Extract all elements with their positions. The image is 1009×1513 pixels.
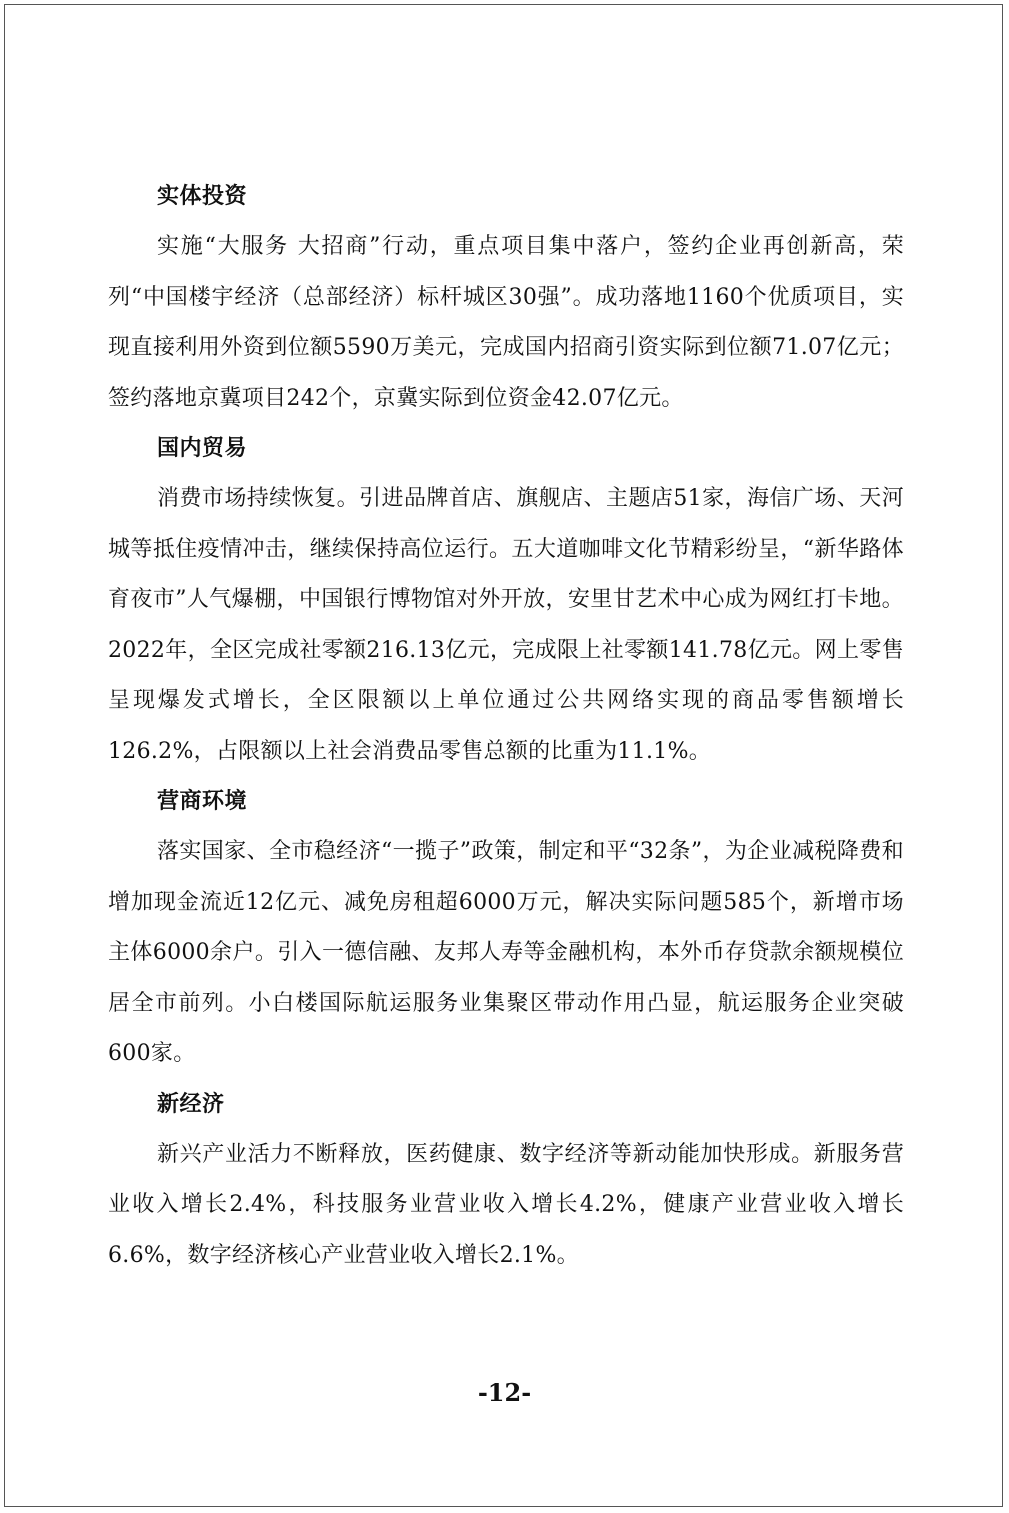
document-body: [108, 172, 904, 1281]
section-heading-physical-investment: 实体投资: [157, 184, 248, 209]
paragraph-new-economy: 新兴产业活力不断释放，医药健康、数字经济等新动能加快形成。新服务营业收入增长2.4%，科技服务业营业收入增长4.2%，健康产业营业收入增长6.6%，数字经济核心产业营业收入增长2.1%。: [108, 1141, 904, 1268]
page-number: -12-: [477, 1378, 532, 1407]
paragraph-physical-investment: 实施“大服务 大招商”行动，重点项目集中落户，签约企业再创新高，荣列“中国楼宇经济（总部经济）标杆城区30强”。成功落地1160个优质项目，实现直接利用外资到位额5590万美元，完成国内招商引资实际到位额71.07亿元；签约落地京冀项目242个，京冀实际到位资金42.07亿元。: [108, 234, 904, 411]
section-heading-business-environment: 营商环境: [157, 789, 248, 814]
paragraph-business-environment: 落实国家、全市稳经济“一揽子”政策，制定和平“32条”，为企业减税降费和增加现金流近12亿元、减免房租超6000万元，解决实际问题585个，新增市场主体6000余户。引入一德信融、友邦人寿等金融机构，本外币存贷款余额规模位居全市前列。小白楼国际航运服务业集聚区带动作用凸显，航运服务企业突破600家。: [108, 839, 904, 1066]
paragraph-domestic-trade: 消费市场持续恢复。引进品牌首店、旗舰店、主题店51家，海信广场、天河城等抵住疫情冲击，继续保持高位运行。五大道咖啡文化节精彩纷呈，“新华路体育夜市”人气爆棚，中国银行博物馆对外开放，安里甘艺术中心成为网红打卡地。2022年，全区完成社零额216.13亿元，完成限上社零额141.78亿元。网上零售呈现爆发式增长，全区限额以上单位通过公共网络实现的商品零售额增长126.2%，占限额以上社会消费品零售总额的比重为11.1%。: [108, 486, 904, 764]
section-heading-new-economy: 新经济: [157, 1091, 225, 1117]
section-heading-domestic-trade: 国内贸易: [157, 436, 248, 461]
